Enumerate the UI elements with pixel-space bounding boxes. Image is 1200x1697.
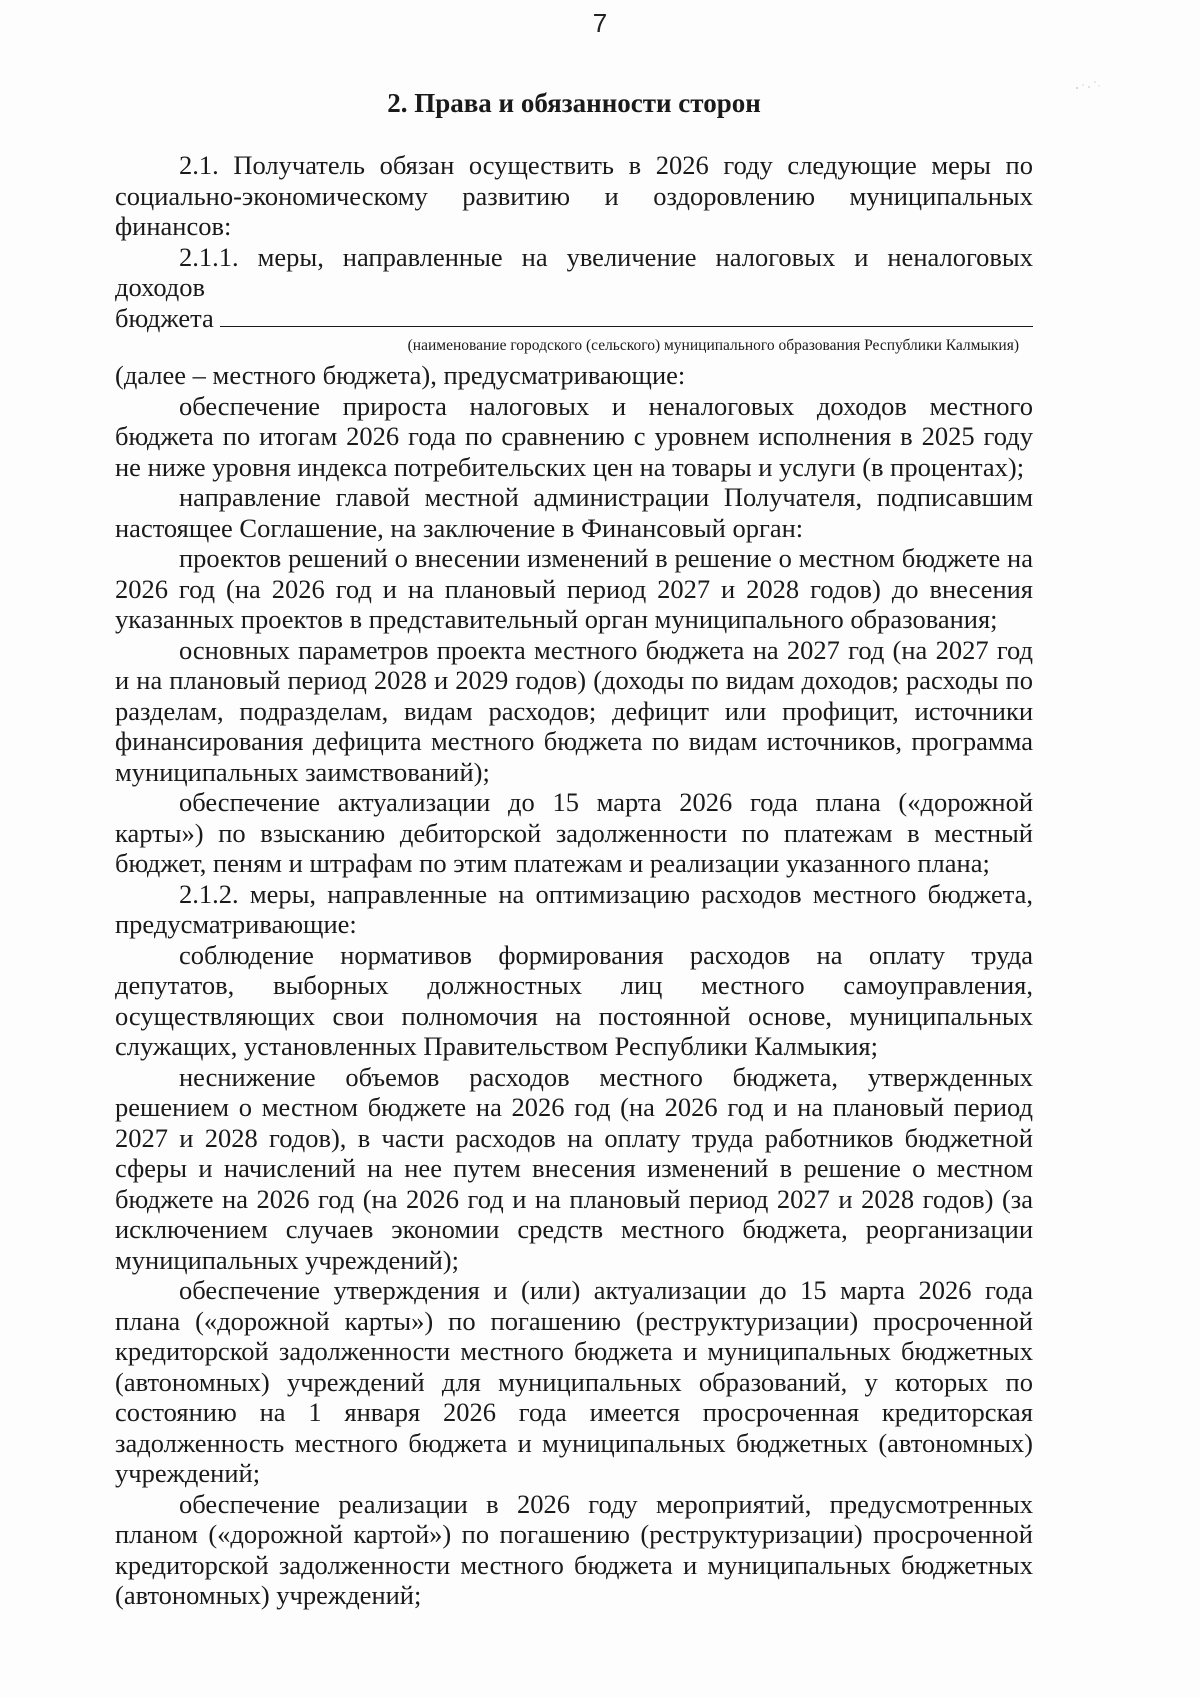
budget-word: бюджета [115,302,214,333]
paragraph-2-1: 2.1. Получатель обязан осуществить в 2026 году следующие меры по социально-экономическому развитию и оздоровлению муниципальных финансов: [115,150,1033,241]
blank-field-caption: (наименование городского (сельского) муниципального образования Республики Калмыкия) [407,337,1019,354]
blank-field-underline [220,325,1033,327]
paragraph-draft-decisions: проектов решений о внесении изменений в решение о местном бюджете на 2026 год (на 2026 год и на плановый период 2027 и 2028 годов) до внесения указанных проектов в представительный орган муниципального образования; [115,543,1033,634]
page-number: 7 [592,8,608,38]
paragraph-wage-norms: соблюдение нормативов формирования расходов на оплату труда депутатов, выборных должностных лиц местного самоуправления, осуществляющих свои полномочия на постоянной основе, муниципальных служащих, установленных Правительством Республики Калмыкия; [115,939,1033,1061]
paragraph-direction: направление главой местной администрации Получателя, подписавшим настоящее Соглашение, на заключение в Финансовый орган: [115,482,1033,543]
paragraph-2-1-2: 2.1.2. меры, направленные на оптимизацию расходов местного бюджета, предусматривающие: [115,878,1033,939]
paragraph-budget-parameters: основных параметров проекта местного бюджета на 2027 год (на 2027 год и на плановый период 2028 и 2029 годов) (доходы по видам доходов; расходы по разделам, подразделам, видам расходов; дефицит или профицит, источники финансирования дефицита местного бюджета по видам источников, программа муниципальных заимствований); [115,634,1033,787]
local-budget-definition: (далее – местного бюджета), предусматривающие: [115,360,686,390]
paragraph-2-1-1: 2.1.1. меры, направленные на увеличение налоговых и неналоговых доходов [115,241,1033,302]
scan-artifact [1074,78,1102,92]
paragraph-no-reduction: неснижение объемов расходов местного бюджета, утвержденных решением о местном бюджете на 2026 год (на 2026 год и на плановый период 2027 и 2028 годов), в части расходов на оплату труда работников бюджетной сферы и начислений на нее путем внесения изменений в решение о местном бюджете на 2026 год (на 2026 год и на плановый период 2027 и 2028 годов) (за исключением случаев экономии средств местного бюджета, реорганизации муниципальных учреждений); [115,1061,1033,1275]
paragraph-payables-roadmap: обеспечение утверждения и (или) актуализации до 15 марта 2026 года плана («дорожной карты») по погашению (реструктуризации) просроченной кредиторской задолженности местного бюджета и муниципальных бюджетных (автономных) учреждений для муниципальных образований, у которых по состоянию на 1 января 2026 года имеется просроченная кредиторская задолженность местного бюджета и муниципальных бюджетных (автономных) учреждений; [115,1275,1033,1488]
section-title: 2. Права и обязанности сторон [387,88,761,118]
paragraph-revenue-growth: обеспечение прироста налоговых и неналоговых доходов местного бюджета по итогам 2026 года по сравнению с уровнем исполнения в 2025 году не ниже уровня индекса потребительских цен на товары и услуги (в процентах); [115,390,1033,482]
paragraph-roadmap-implementation: обеспечение реализации в 2026 году мероприятий, предусмотренных планом («дорожной картой») по погашению (реструктуризации) просроченной кредиторской задолженности местного бюджета и муниципальных бюджетных (автономных) учреждений; [115,1488,1033,1610]
paragraph-receivables-roadmap: обеспечение актуализации до 15 марта 2026 года плана («дорожной карты») по взысканию дебиторской задолженности по платежам в местный бюджет, пеням и штрафам по этим платежам и реализации указанного плана; [115,787,1033,878]
budget-name-fill-line [115,303,1033,334]
document-body [115,88,1033,1611]
